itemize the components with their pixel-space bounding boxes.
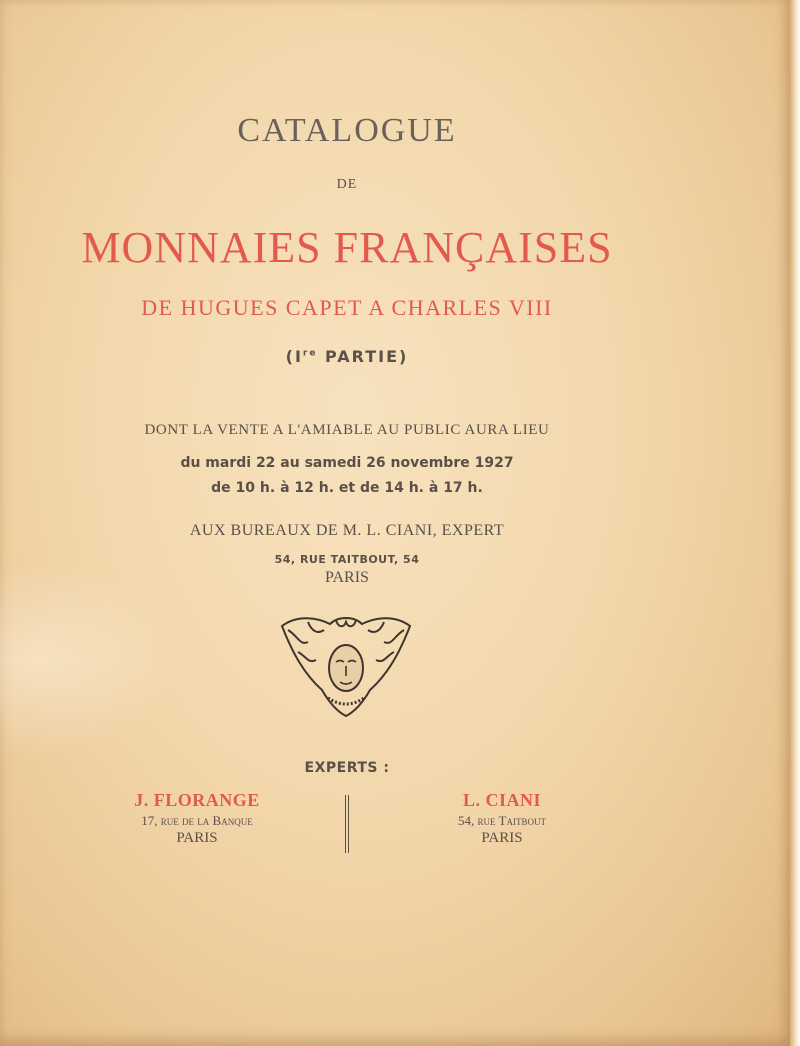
paper-crease	[0, 560, 180, 760]
expert-florange	[77, 790, 317, 847]
expert-address: 54, rue Taitbout	[458, 813, 546, 828]
venue: AUX BUREAUX DE M. L. CIANI, EXPERT	[189, 522, 505, 539]
venue-address: 54, RUE TAITBOUT, 54	[274, 553, 420, 566]
subtitle: DE HUGUES CAPET A CHARLES VIII	[141, 295, 553, 320]
sale-dates: du mardi 22 au samedi 26 novembre 1927	[180, 455, 514, 471]
expert-city: PARIS	[176, 830, 218, 846]
sale-line: DONT LA VENTE A L'AMIABLE AU PUBLIC AURA LIEU	[144, 422, 550, 438]
part-prefix: (I	[285, 347, 303, 366]
medusa-ornament-icon	[278, 612, 414, 722]
expert-divider	[345, 795, 349, 853]
expert-ciani	[382, 790, 622, 847]
part-text: PARTIE)	[317, 347, 409, 366]
expert-city: PARIS	[481, 830, 523, 846]
expert-name: L. CIANI	[462, 790, 541, 810]
sale-hours: de 10 h. à 12 h. et de 14 h. à 17 h.	[211, 480, 483, 496]
title-de: DE	[336, 177, 358, 192]
expert-address: 17, rue de la Banque	[141, 813, 253, 828]
expert-name: J. FLORANGE	[134, 790, 260, 810]
experts-heading: EXPERTS :	[304, 760, 390, 776]
venue-city: PARIS	[325, 569, 369, 586]
title-main: MONNAIES FRANÇAISES	[81, 223, 613, 272]
part-sup: re	[302, 348, 318, 359]
page-edge	[790, 0, 800, 1046]
title-catalogue: CATALOGUE	[237, 112, 457, 149]
part-label	[286, 347, 409, 366]
